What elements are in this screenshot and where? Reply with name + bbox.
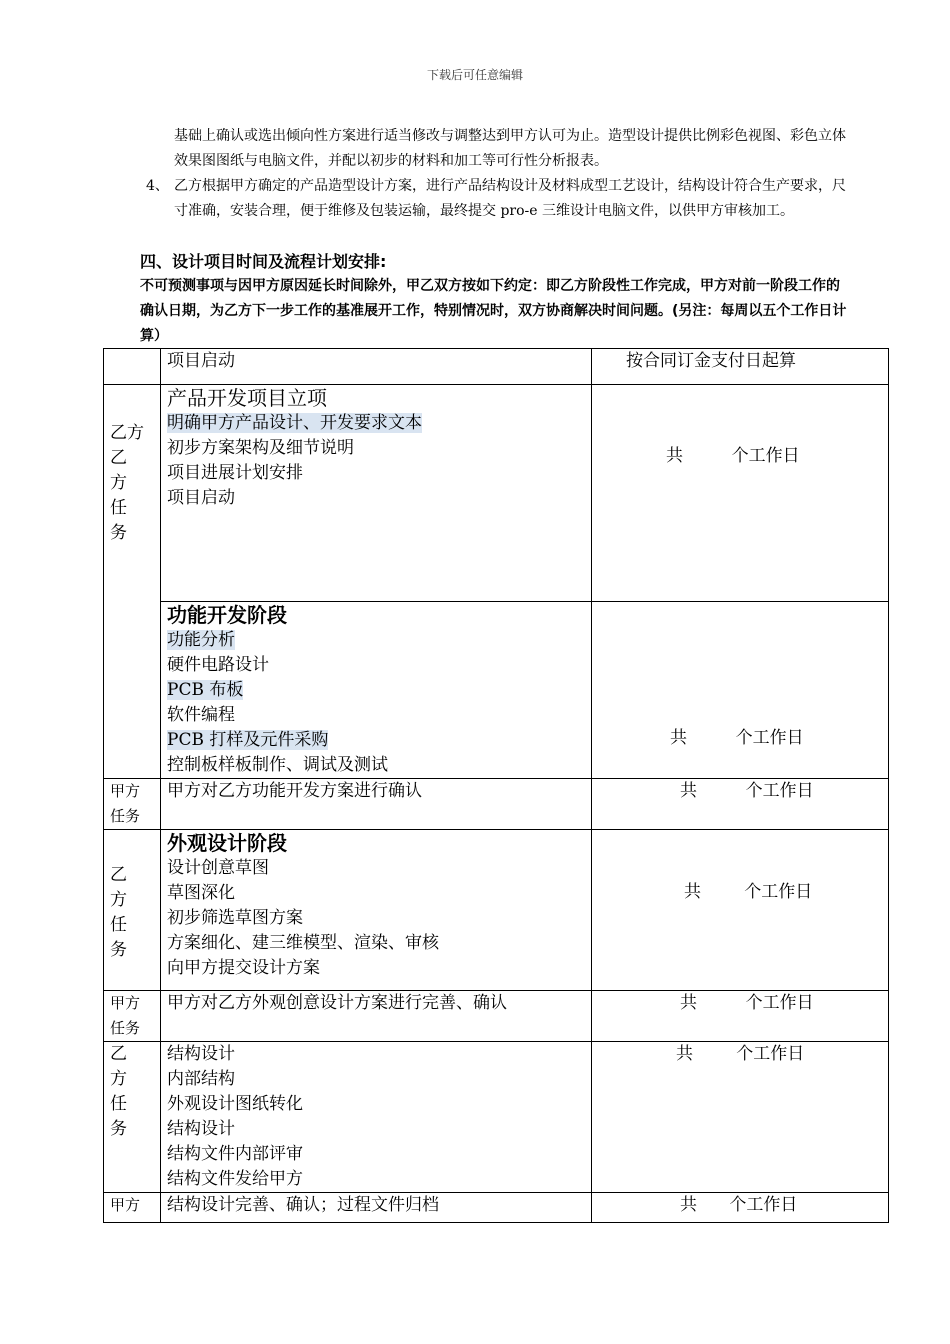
side-label: 任 xyxy=(110,1094,127,1114)
list-number: 4、 xyxy=(146,178,169,194)
task-line: 向甲方提交设计方案 xyxy=(167,958,320,978)
table-cell-task xyxy=(161,830,592,991)
table-cell-side xyxy=(104,1042,161,1193)
task-line: 甲方对乙方外观创意设计方案进行完善、确认 xyxy=(167,993,507,1013)
table-cell-task xyxy=(161,1042,592,1193)
side-label: 乙 xyxy=(110,1044,127,1064)
side-label: 任 xyxy=(110,915,127,935)
side-label: 任务 xyxy=(110,1019,141,1037)
task-line: 项目进展计划安排 xyxy=(167,463,303,483)
task-line: 项目启动 xyxy=(167,488,235,508)
duration-text: 共 个工作日 xyxy=(670,728,804,748)
table-row xyxy=(104,349,889,385)
side-label: 甲方 xyxy=(110,1196,141,1214)
side-label: 务 xyxy=(110,1119,127,1139)
stage-title: 功能开发阶段 xyxy=(167,603,287,627)
task-line: 项目启动 xyxy=(167,351,235,371)
task-line: 结构设计 xyxy=(167,1119,235,1139)
table-cell-side xyxy=(104,830,161,991)
side-label: 乙方 xyxy=(110,423,144,443)
table-cell-task xyxy=(161,349,592,385)
task-line: 外观设计图纸转化 xyxy=(167,1094,303,1114)
side-label: 务 xyxy=(110,940,127,960)
task-line: 软件编程 xyxy=(167,705,235,725)
table-row xyxy=(104,779,889,830)
side-label: 任务 xyxy=(110,807,141,825)
task-line: 设计创意草图 xyxy=(167,858,269,878)
schedule-table xyxy=(103,348,889,1223)
task-line: PCB 打样及元件采购 xyxy=(167,730,329,750)
table-cell-duration xyxy=(592,602,889,779)
table-cell-task xyxy=(161,602,592,779)
side-label: 甲方 xyxy=(110,994,141,1012)
task-line: 草图深化 xyxy=(167,883,235,903)
task-line: 方案细化、建三维模型、渲染、审核 xyxy=(167,933,439,953)
section-title: 四、设计项目时间及流程计划安排: xyxy=(140,252,387,271)
table-row xyxy=(104,1193,889,1223)
table-cell-side xyxy=(104,779,161,830)
table-cell-task xyxy=(161,385,592,602)
table-cell-task xyxy=(161,779,592,830)
table-cell-duration xyxy=(592,1042,889,1193)
task-line: 功能分析 xyxy=(167,630,235,650)
side-label: 务 xyxy=(110,523,127,543)
duration-text: 共 个工作日 xyxy=(680,993,814,1013)
task-line: PCB 布板 xyxy=(167,680,244,700)
task-line: 甲方对乙方功能开发方案进行确认 xyxy=(167,781,422,801)
table-row xyxy=(104,830,889,991)
table-cell-duration xyxy=(592,779,889,830)
table-row xyxy=(104,385,889,602)
task-line: 结构文件发给甲方 xyxy=(167,1169,303,1189)
task-line: 内部结构 xyxy=(167,1069,235,1089)
task-line: 初步方案架构及细节说明 xyxy=(167,438,354,458)
task-line: 硬件电路设计 xyxy=(167,655,269,675)
table-cell-duration xyxy=(592,349,889,385)
side-label: 方 xyxy=(110,890,127,910)
task-line: 结构设计完善、确认；过程文件归档 xyxy=(167,1195,439,1215)
side-label: 方 xyxy=(110,473,127,493)
table-cell-side xyxy=(104,991,161,1042)
side-label: 甲方 xyxy=(110,782,141,800)
task-line: 结构设计 xyxy=(167,1044,235,1064)
duration-text: 共 个工作日 xyxy=(666,446,800,466)
side-label: 乙 xyxy=(110,865,127,885)
table-cell-duration xyxy=(592,1193,889,1223)
table-cell-side xyxy=(104,1193,161,1223)
side-label: 方 xyxy=(110,1069,127,1089)
table-cell-task xyxy=(161,991,592,1042)
table-row xyxy=(104,602,889,779)
paragraph-continued: 基础上确认或选出倾向性方案进行适当修改与调整达到甲方认可为止。造型设计提供比例彩色视图、彩色立体效果图图纸与电脑文件，并配以初步的材料和加工等可行性分析报表。 xyxy=(174,128,846,169)
table-cell-task xyxy=(161,1193,592,1223)
task-line: 明确甲方产品设计、开发要求文本 xyxy=(167,413,422,433)
duration-text: 共 个工作日 xyxy=(680,781,814,801)
duration-text: 按合同订金支付日起算 xyxy=(626,351,796,371)
table-cell-duration xyxy=(592,385,889,602)
table-cell-side xyxy=(104,349,161,385)
side-label: 任 xyxy=(110,498,127,518)
table-cell-duration xyxy=(592,991,889,1042)
table-cell-duration xyxy=(592,830,889,991)
stage-title: 外观设计阶段 xyxy=(167,831,287,855)
paragraph-item-4: 乙方根据甲方确定的产品造型设计方案，进行产品结构设计及材料成型工艺设计，结构设计符合生产要求，尺寸准确，安装合理，便于维修及包装运输，最终提交 pro-e 三维设计电脑文件，以供甲方审核加工。 xyxy=(174,178,846,219)
task-line: 初步筛选草图方案 xyxy=(167,908,303,928)
duration-text: 共 个工作日 xyxy=(680,1195,798,1215)
task-line: 结构文件内部评审 xyxy=(167,1144,303,1164)
table-row xyxy=(104,1042,889,1193)
duration-text: 共 个工作日 xyxy=(684,882,813,902)
schedule-note: 不可预测事项与因甲方原因延长时间除外，甲乙双方按如下约定：即乙方阶段性工作完成，甲方对前一阶段工作的确认日期，为乙方下一步工作的基准展开工作，特别情况时，双方协商解决时间问题。(另注：每周以五个工作日计算） xyxy=(140,278,847,344)
header-note: 下载后可任意编辑 xyxy=(426,68,523,82)
task-line: 控制板样板制作、调试及测试 xyxy=(167,755,388,775)
table-cell-side xyxy=(104,385,161,779)
duration-text: 共 个工作日 xyxy=(676,1044,805,1064)
stage-title: 产品开发项目立项 xyxy=(167,386,327,410)
side-label: 乙 xyxy=(110,448,127,468)
table-row xyxy=(104,991,889,1042)
